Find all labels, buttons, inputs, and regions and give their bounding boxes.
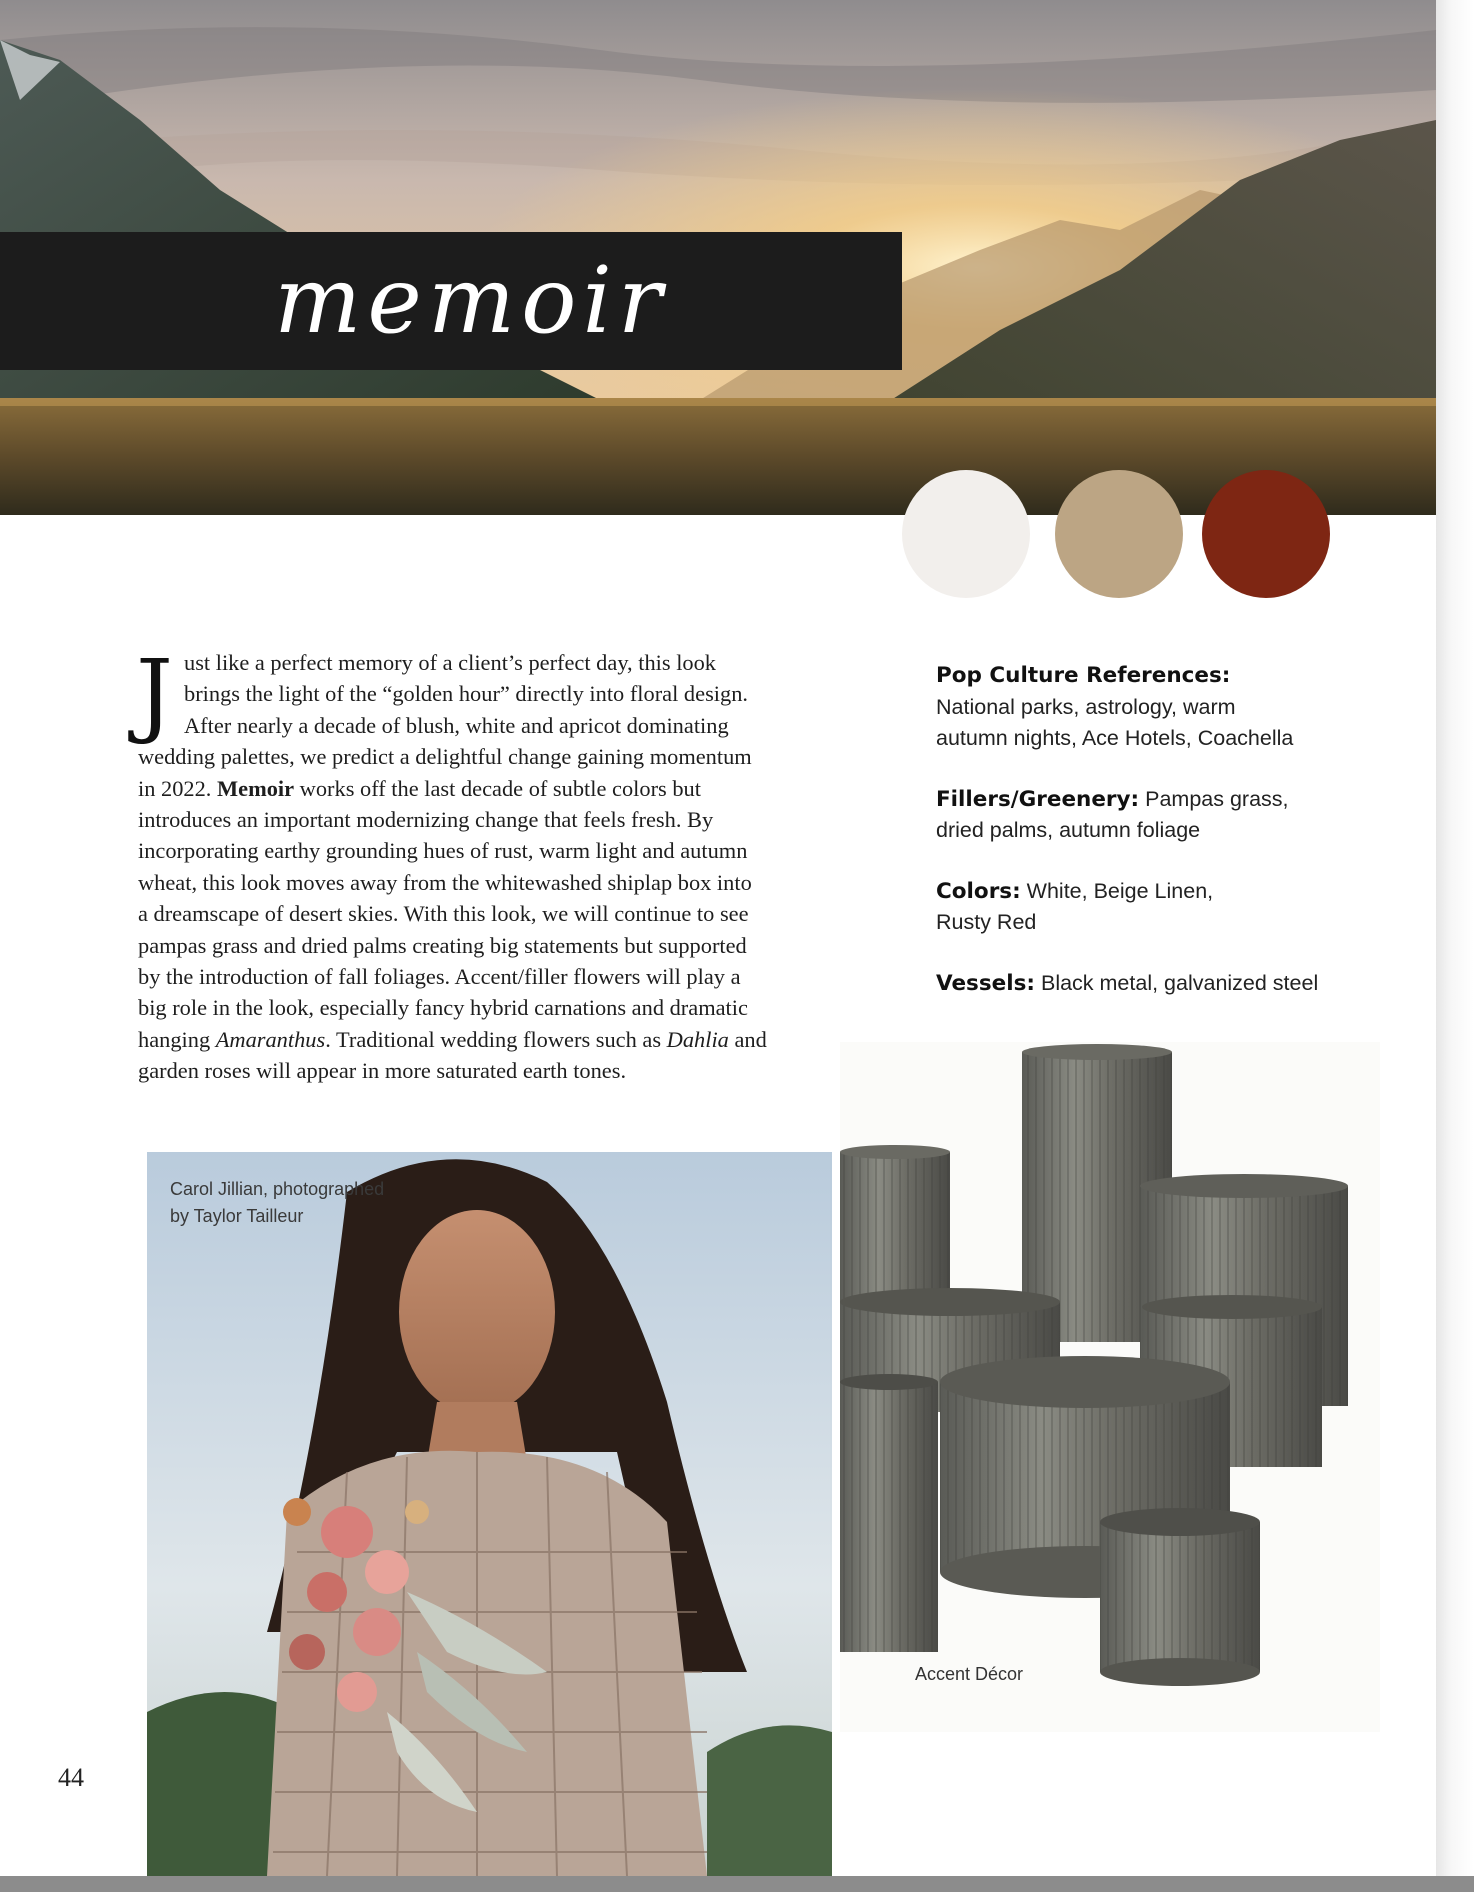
- viewer-bottom-bar: [0, 1876, 1474, 1892]
- article-line: wheat, this look moves away from the whitewashed shiplap box into: [138, 869, 752, 895]
- sidebar-label: Pop Culture References:: [936, 663, 1231, 688]
- sidebar-label: Fillers/Greenery:: [936, 786, 1140, 812]
- color-swatch-white: [902, 470, 1030, 598]
- sidebar-value: White, Beige Linen,: [1020, 878, 1214, 903]
- trend-details-sidebar: [936, 660, 1376, 1028]
- hero-landscape-image: [0, 0, 1436, 515]
- sidebar-block-fillers: [936, 784, 1376, 847]
- metal-vessels-photo: [840, 1042, 1380, 1732]
- article-text: . Traditional wedding flowers such as: [325, 1026, 667, 1052]
- article-emphasis-memoir: Memoir: [217, 775, 295, 801]
- model-portrait-photo: [147, 1152, 832, 1876]
- sidebar-label: Vessels:: [936, 970, 1035, 996]
- article-italic-dahlia: Dahlia: [666, 1026, 729, 1052]
- sidebar-value: autumn nights, Ace Hotels, Coachella: [936, 726, 1294, 750]
- sidebar-value: Black metal, galvanized steel: [1035, 970, 1319, 995]
- sidebar-block-pop-culture: [936, 660, 1376, 755]
- title-band: [0, 232, 902, 370]
- sidebar-value: Pampas grass,: [1139, 786, 1289, 811]
- article-line: incorporating earthy grounding hues of rust, warm light and autumn: [138, 838, 748, 864]
- article-text: hanging: [138, 1026, 216, 1052]
- color-swatch-rusty-red: [1202, 470, 1330, 598]
- photo-credit-line: by Taylor Tailleur: [170, 1206, 304, 1226]
- drop-cap: J: [136, 640, 173, 747]
- article-line: [138, 1024, 843, 1055]
- article-line: big role in the look, especially fancy hybrid carnations and dramatic: [138, 995, 748, 1021]
- article-line: [138, 773, 843, 804]
- sidebar-value: Rusty Red: [936, 910, 1037, 934]
- vessels-caption: Accent Décor: [915, 1664, 1024, 1684]
- article-text: works off the last decade of subtle colors but: [294, 775, 701, 801]
- sidebar-block-vessels: [936, 968, 1376, 1000]
- photo-credit-line: Carol Jillian, photographed: [170, 1179, 385, 1199]
- page-edge-shadow: [1436, 0, 1474, 1892]
- article-line: wedding palettes, we predict a delightful change gaining momentum: [138, 744, 752, 770]
- sidebar-label: Colors:: [936, 878, 1021, 904]
- article-line: a dreamscape of desert skies. With this look, we will continue to see: [138, 901, 749, 927]
- article-line: introduces an important modernizing change that feels fresh. By: [138, 806, 714, 832]
- article-line: After nearly a decade of blush, white and apricot dominating: [184, 712, 729, 738]
- article-line: by the introduction of fall foliages. Accent/filler flowers will play a: [138, 963, 741, 989]
- article-italic-amaranthus: Amaranthus: [215, 1026, 326, 1052]
- sidebar-value: National parks, astrology, warm: [936, 694, 1236, 719]
- article-text: in 2022.: [138, 775, 217, 801]
- article-body: [138, 647, 843, 1086]
- sidebar-block-colors: [936, 876, 1376, 939]
- photo-credit: [170, 1176, 384, 1230]
- article-line: pampas grass and dried palms creating big statements but supported: [138, 932, 747, 958]
- color-swatch-beige-linen: [1055, 470, 1183, 598]
- article-line: ust like a perfect memory of a client’s perfect day, this look: [184, 650, 717, 675]
- page-title: memoir: [274, 247, 668, 354]
- article-line: brings the light of the “golden hour” directly into floral design.: [184, 681, 748, 707]
- article-text: and: [728, 1026, 767, 1052]
- sidebar-value: dried palms, autumn foliage: [936, 818, 1201, 842]
- article-line: garden roses will appear in more saturated earth tones.: [138, 1058, 627, 1084]
- page-number: 44: [58, 1763, 84, 1792]
